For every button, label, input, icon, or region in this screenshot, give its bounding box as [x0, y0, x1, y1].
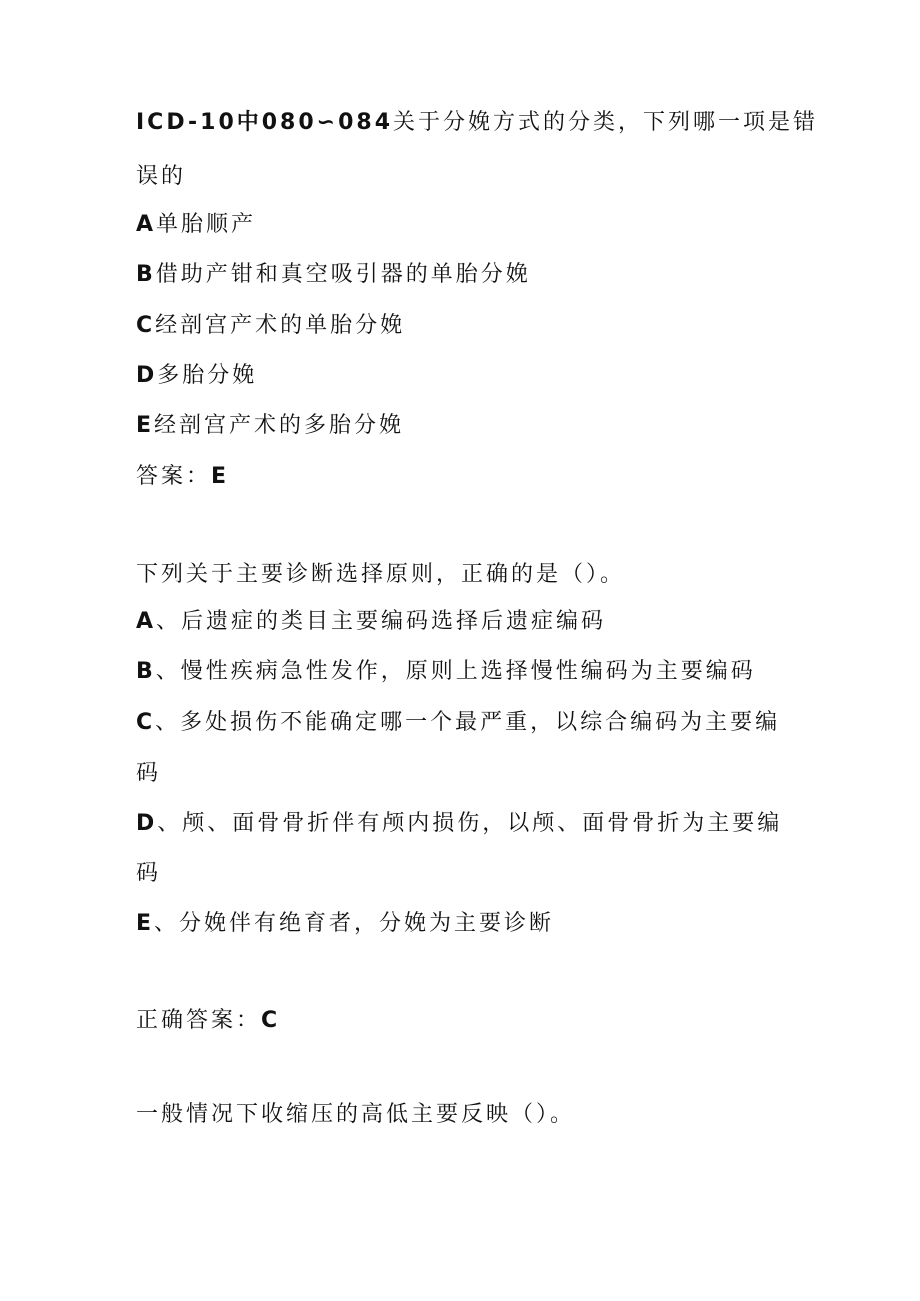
option-text: 经剖宫产术的多胎分娩 [154, 413, 405, 438]
q2-option-a [136, 607, 606, 637]
answer-value: E [211, 464, 230, 489]
q1-stem-code: ICD-10中080∽084 [136, 110, 394, 135]
option-text: 、多处损伤不能确定哪一个最严重，以综合编码为主要编 [155, 710, 781, 735]
q2-stem: 下列关于主要诊断选择原则，正确的是（）。 [136, 562, 626, 587]
option-letter: D [136, 811, 158, 836]
q2-option-b [136, 657, 756, 687]
q1-option-c [136, 311, 405, 341]
answer-label: 答案： [136, 464, 212, 489]
option-letter: C [136, 710, 156, 735]
option-letter: A [136, 212, 157, 237]
option-letter: B [136, 262, 156, 287]
option-text: 单胎顺产 [156, 212, 257, 237]
option-text: 、颅、面骨骨折伴有颅内损伤，以颅、面骨骨折为主要编 [157, 811, 783, 836]
option-text: 经剖宫产术的单胎分娩 [155, 313, 406, 338]
option-letter: B [136, 659, 156, 684]
q1-option-d [136, 361, 257, 391]
option-letter: C [136, 313, 156, 338]
option-text: 、慢性疾病急性发作，原则上选择慢性编码为主要编码 [155, 659, 756, 684]
q2-option-e [136, 909, 554, 939]
option-text: 多胎分娩 [157, 363, 258, 388]
q2-option-c-continuation: 码 [136, 761, 162, 786]
q1-option-e [136, 411, 404, 441]
option-text: 、后遗症的类目主要编码选择后遗症编码 [156, 609, 607, 634]
option-letter: E [136, 413, 155, 438]
q1-option-b [136, 260, 531, 290]
q1-answer [136, 462, 229, 492]
q2-option-d-continuation: 码 [136, 861, 162, 886]
option-text: 、分娩伴有绝育者，分娩为主要诊断 [154, 911, 555, 936]
q1-option-a [136, 210, 256, 240]
q2-option-d [136, 809, 782, 839]
answer-label: 正确答案： [136, 1008, 262, 1033]
q1-stem-line2: 误的 [136, 164, 187, 189]
q1-stem-line1 [136, 108, 818, 138]
option-text: 借助产钳和真空吸引器的单胎分娩 [155, 262, 531, 287]
answer-value: C [261, 1008, 281, 1033]
option-letter: E [136, 911, 155, 936]
option-letter: A [136, 609, 157, 634]
option-letter: D [136, 363, 158, 388]
q3-stem: 一般情况下收缩压的高低主要反映（）。 [136, 1102, 576, 1127]
q1-stem-text: 关于分娩方式的分类，下列哪一项是错 [393, 110, 819, 135]
q2-option-c [136, 708, 780, 738]
q2-answer [136, 1006, 280, 1036]
